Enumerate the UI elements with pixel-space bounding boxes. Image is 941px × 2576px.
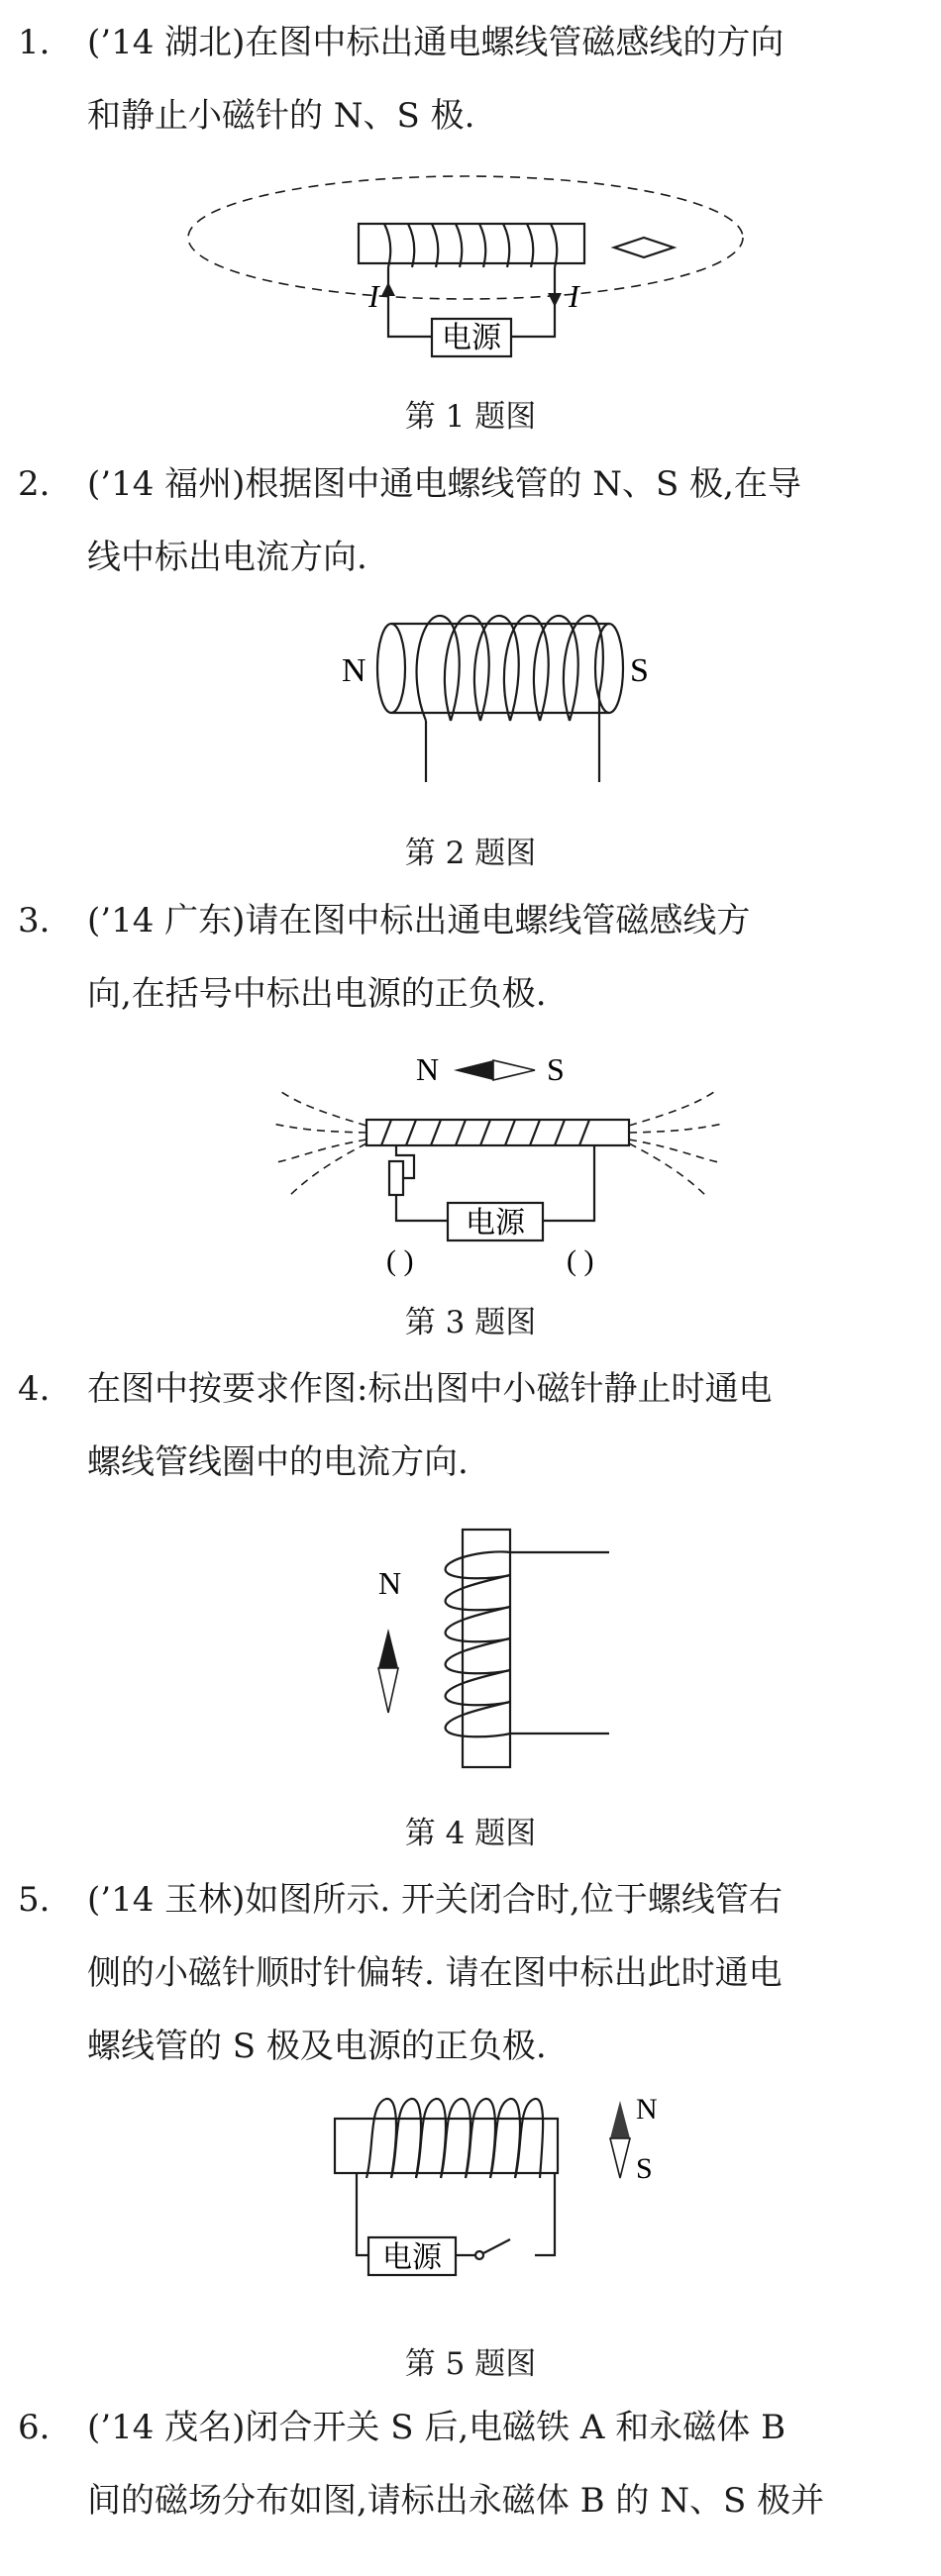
figure-1-solenoid-circuit <box>0 149 941 366</box>
switch-contact <box>475 2251 483 2259</box>
figure-5-solenoid-switch <box>0 2079 941 2317</box>
question-text-line: (’14 茂名)闭合开关 S 后,电磁铁 A 和永磁体 B <box>87 2408 786 2447</box>
figure-3-solenoid-circuit <box>0 1044 941 1282</box>
question-number: 2. <box>18 464 51 504</box>
wire-left <box>357 2173 368 2255</box>
field-lines-dashed <box>272 1089 723 1198</box>
question-number: 4. <box>18 1369 51 1409</box>
current-label-left: I <box>368 278 379 314</box>
question-number: 1. <box>18 23 51 62</box>
polarity-bracket-left: ( ) <box>386 1244 414 1277</box>
coil-windings <box>381 1120 589 1145</box>
solenoid-core <box>359 224 584 263</box>
question-number: 3. <box>18 901 51 941</box>
question-text-line: 间的磁场分布如图,请标出永磁体 B 的 N、S 极并 <box>87 2481 825 2521</box>
compass-needle-light-icon <box>610 2138 630 2178</box>
power-source-label: 电源 <box>466 1207 525 1239</box>
switch-blade[interactable] <box>483 2239 510 2253</box>
coil-windings <box>417 616 603 721</box>
compass-needle-dark-icon <box>610 2101 630 2138</box>
question-text-line: (’14 福州)根据图中通电螺线管的 N、S 极,在导 <box>87 464 801 504</box>
compass-needle-dark-icon <box>454 1060 493 1080</box>
question-text-line: (’14 玉林)如图所示. 开关闭合时,位于螺线管右 <box>87 1880 783 1920</box>
figure-4-vertical-solenoid <box>0 1520 941 1797</box>
pole-n-label: N <box>378 1565 402 1601</box>
question-text-line: 线中标出电流方向. <box>87 538 367 577</box>
wire-right <box>543 1145 594 1221</box>
question-2 <box>18 447 924 594</box>
figure-caption: 第 3 题图 <box>404 1305 537 1340</box>
pole-s-label: S <box>636 2152 653 2185</box>
question-1 <box>18 6 924 152</box>
figure-caption: 第 5 题图 <box>404 2346 537 2382</box>
question-4 <box>18 1352 924 1499</box>
question-text-line: 在图中按要求作图:标出图中小磁针静止时通电 <box>87 1369 773 1409</box>
pole-n-label: N <box>636 2093 658 2126</box>
compass-needle-light-icon <box>493 1060 535 1080</box>
question-text-line: 螺线管线圈中的电流方向. <box>87 1442 469 1482</box>
figure-caption: 第 2 题图 <box>404 836 537 871</box>
current-label-right: I <box>569 278 579 314</box>
wire-right <box>511 267 555 337</box>
cylinder-end-left <box>377 624 405 713</box>
solenoid-core <box>366 1120 629 1145</box>
arrow-down-icon <box>548 293 562 307</box>
question-text-line: 螺线管的 S 极及电源的正负极. <box>87 2027 547 2066</box>
question-6 <box>18 2391 924 2537</box>
power-source-label: 电源 <box>382 2241 442 2274</box>
question-text-line: (’14 湖北)在图中标出通电螺线管磁感线的方向 <box>87 23 784 62</box>
pole-n-label: N <box>416 1051 440 1087</box>
compass-needle-icon <box>614 238 674 257</box>
question-5 <box>18 1863 924 2083</box>
power-source-label: 电源 <box>442 322 501 354</box>
figure-2-solenoid <box>0 604 941 802</box>
figure-caption: 第 1 题图 <box>404 399 537 435</box>
wire-left <box>396 1195 448 1221</box>
question-number: 5. <box>18 1880 51 1920</box>
wire-left <box>388 267 432 337</box>
pole-n-label: N <box>342 652 366 689</box>
coil-windings <box>446 1551 609 1736</box>
pole-s-label: S <box>630 652 649 689</box>
cylinder-body <box>391 624 609 713</box>
question-text-line: 侧的小磁针顺时针偏转. 请在图中标出此时通电 <box>87 1953 783 1993</box>
compass-needle-dark-icon <box>378 1629 398 1668</box>
wire-right <box>535 2173 555 2255</box>
compass-needle-light-icon <box>378 1668 398 1713</box>
question-3 <box>18 884 924 1031</box>
question-text-line: (’14 广东)请在图中标出通电螺线管磁感线方 <box>87 901 751 941</box>
polarity-bracket-right: ( ) <box>567 1244 594 1277</box>
pole-s-label: S <box>547 1051 565 1087</box>
question-text-line: 和静止小磁针的 N、S 极. <box>87 96 475 136</box>
rheostat <box>389 1161 403 1195</box>
question-number: 6. <box>18 2408 51 2447</box>
arrow-up-icon <box>381 282 395 296</box>
figure-caption: 第 4 题图 <box>404 1816 537 1851</box>
coil-windings <box>366 2099 543 2178</box>
question-text-line: 向,在括号中标出电源的正负极. <box>87 974 547 1014</box>
